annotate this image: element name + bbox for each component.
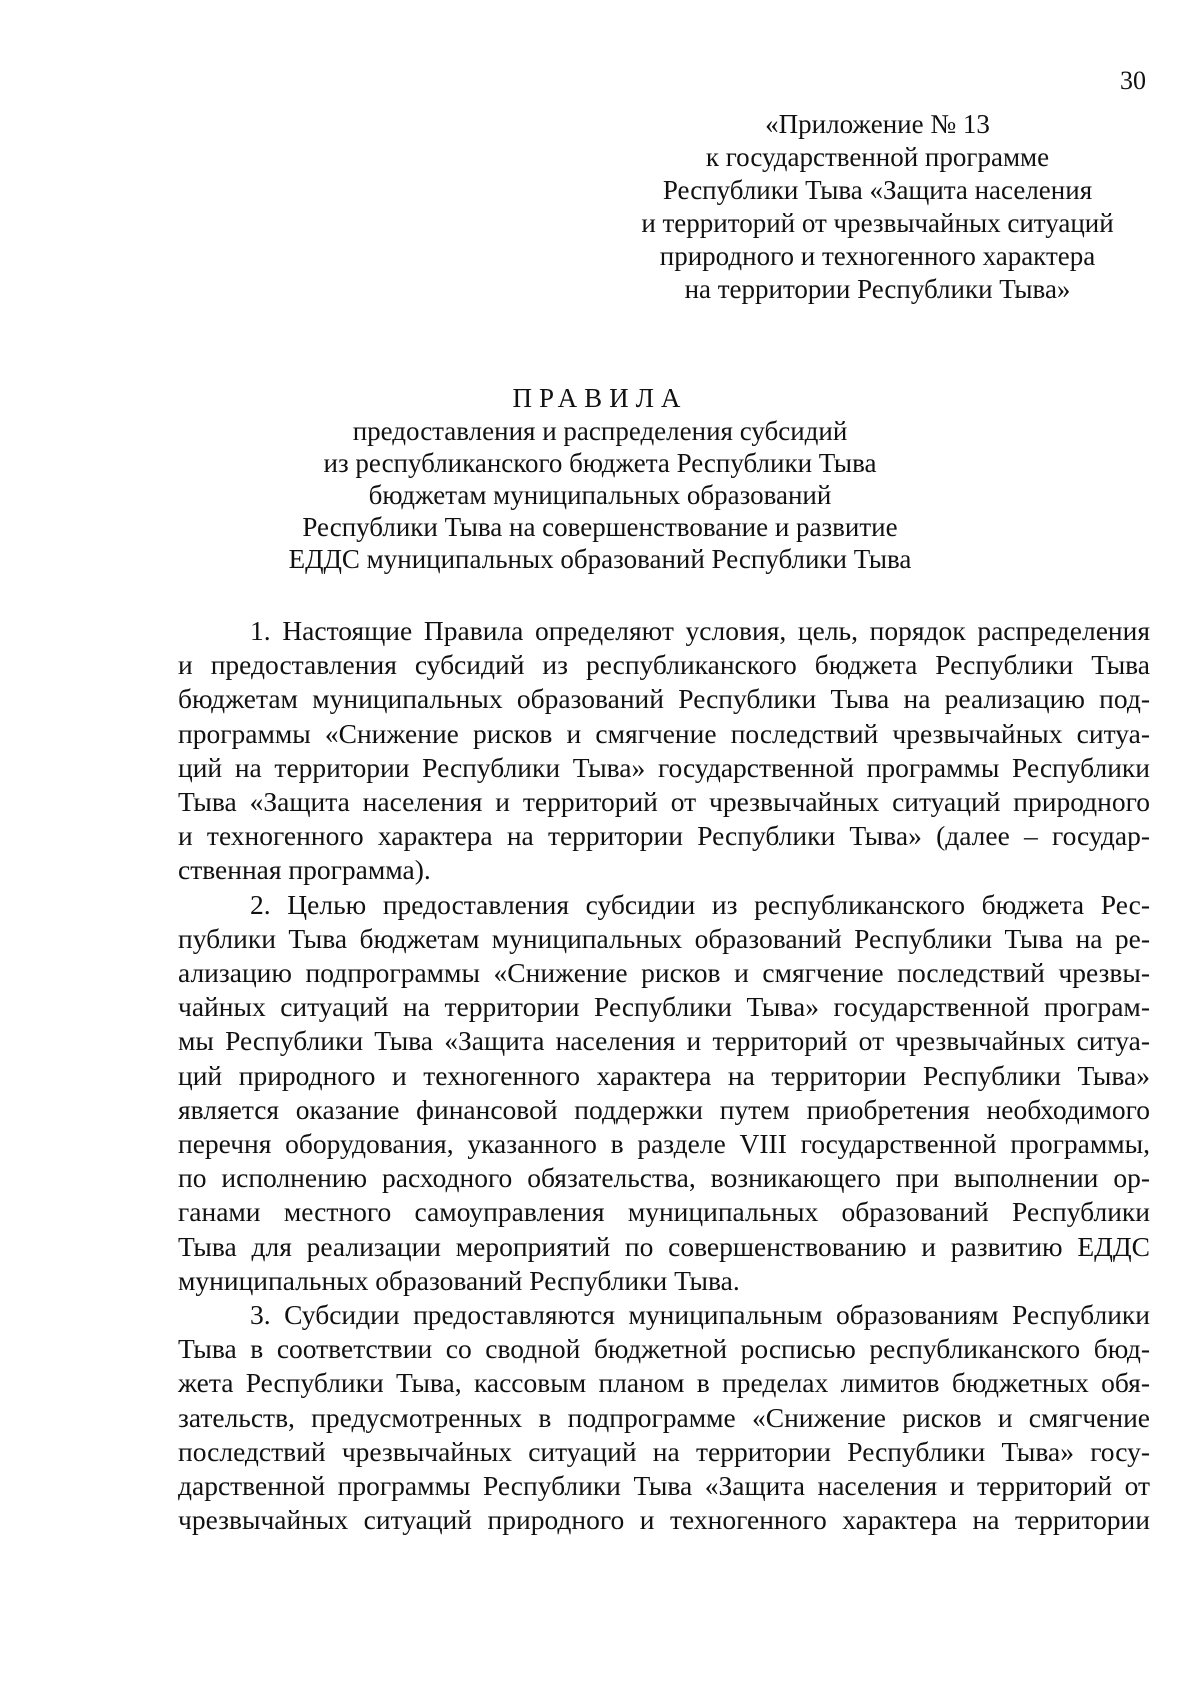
paragraph-line: ганами местного самоуправления муниципальных образований Республики [178,1196,1150,1228]
appendix-line: Республики Тыва «Защита населения [662,175,1093,205]
paragraph-line: и предоставления субсидий из республиканского бюджета Республики Тыва [178,649,1150,681]
paragraph-line: бюджетам муниципальных образований Республики Тыва на реализацию под- [178,683,1150,715]
paragraph-line: 2. Целью предоставления субсидии из республиканского бюджета Рес- [250,888,1150,920]
paragraph-line: является оказание финансовой поддержки путем приобретения необходимого [178,1093,1150,1125]
paragraph-line: последствий чрезвычайных ситуаций на территории Республики Тыва» госу- [178,1435,1150,1467]
paragraph-line: 1. Настоящие Правила определяют условия, цель, порядок распределения [250,615,1150,646]
page-number: 30 [1120,66,1146,95]
paragraph-line: ций природного и техногенного характера на территории Республики Тыва» [178,1059,1150,1091]
title-subtitle-line: из республиканского бюджета Республики Тыва [323,448,877,478]
appendix-line: «Приложение № 13 [765,109,990,139]
paragraph-line: чайных ситуаций на территории Республики Тыва» государственной програм- [178,991,1150,1023]
document-body [178,614,1150,1537]
title-subtitle-line: бюджетам муниципальных образований [368,480,832,510]
title-heading: ПРАВИЛА [512,383,688,413]
paragraph-line: Тыва для реализации мероприятий по совершенствованию и развитию ЕДДС [178,1230,1150,1262]
paragraph-line: ализацию подпрограммы «Снижение рисков и смягчение последствий чрезвы- [178,957,1150,989]
paragraph-line: дарственной программы Республики Тыва «Защита населения и территорий от [178,1470,1150,1502]
paragraph-line: и техногенного характера на территории Республики Тыва» (далее – государ- [178,820,1150,852]
paragraph-line: ций на территории Республики Тыва» государственной программы Республики [178,751,1150,783]
title-subtitle-line: Республики Тыва на совершенствование и развитие [302,512,898,542]
title-subtitle-line: ЕДДС муниципальных образований Республики Тыва [288,544,912,574]
paragraph-line: перечня оборудования, указанного в разделе VIII государственной программы, [178,1128,1150,1160]
paragraph-line: Тыва «Защита населения и территорий от чрезвычайных ситуаций природного [178,786,1150,818]
paragraph-line: публики Тыва бюджетам муниципальных образований Республики Тыва на ре- [178,922,1150,954]
appendix-line: на территории Республики Тыва» [684,274,1071,304]
paragraph [178,1298,1150,1537]
paragraph-line: зательств, предусмотренных в подпрограмме «Снижение рисков и смягчение [178,1401,1150,1433]
paragraph [178,614,1150,888]
paragraph-line: чрезвычайных ситуаций природного и техногенного характера на территории [178,1504,1150,1536]
document-title [260,382,940,575]
paragraph-line: муниципальных образований Республики Тыва. [178,1264,740,1296]
appendix-line: к государственной программе [705,142,1050,172]
appendix-line: и территорий от чрезвычайных ситуаций [641,208,1114,238]
paragraph-line: мы Республики Тыва «Защита населения и территорий от чрезвычайных ситуа- [178,1025,1150,1057]
paragraph-line: ственная программа). [178,854,431,886]
paragraph-line: Тыва в соответствии со сводной бюджетной росписью республиканского бюд- [178,1333,1150,1365]
appendix-header [605,108,1150,306]
appendix-line: природного и техногенного характера [659,241,1096,271]
title-subtitle-line: предоставления и распределения субсидий [352,416,848,446]
paragraph-line: по исполнению расходного обязательства, возникающего при выполнении ор- [178,1162,1150,1194]
paragraph [178,888,1150,1298]
paragraph-line: 3. Субсидии предоставляются муниципальным образованиям Республики [250,1299,1150,1331]
paragraph-line: программы «Снижение рисков и смягчение последствий чрезвычайных ситуа- [178,717,1150,749]
paragraph-line: жета Республики Тыва, кассовым планом в пределах лимитов бюджетных обя- [178,1367,1150,1399]
